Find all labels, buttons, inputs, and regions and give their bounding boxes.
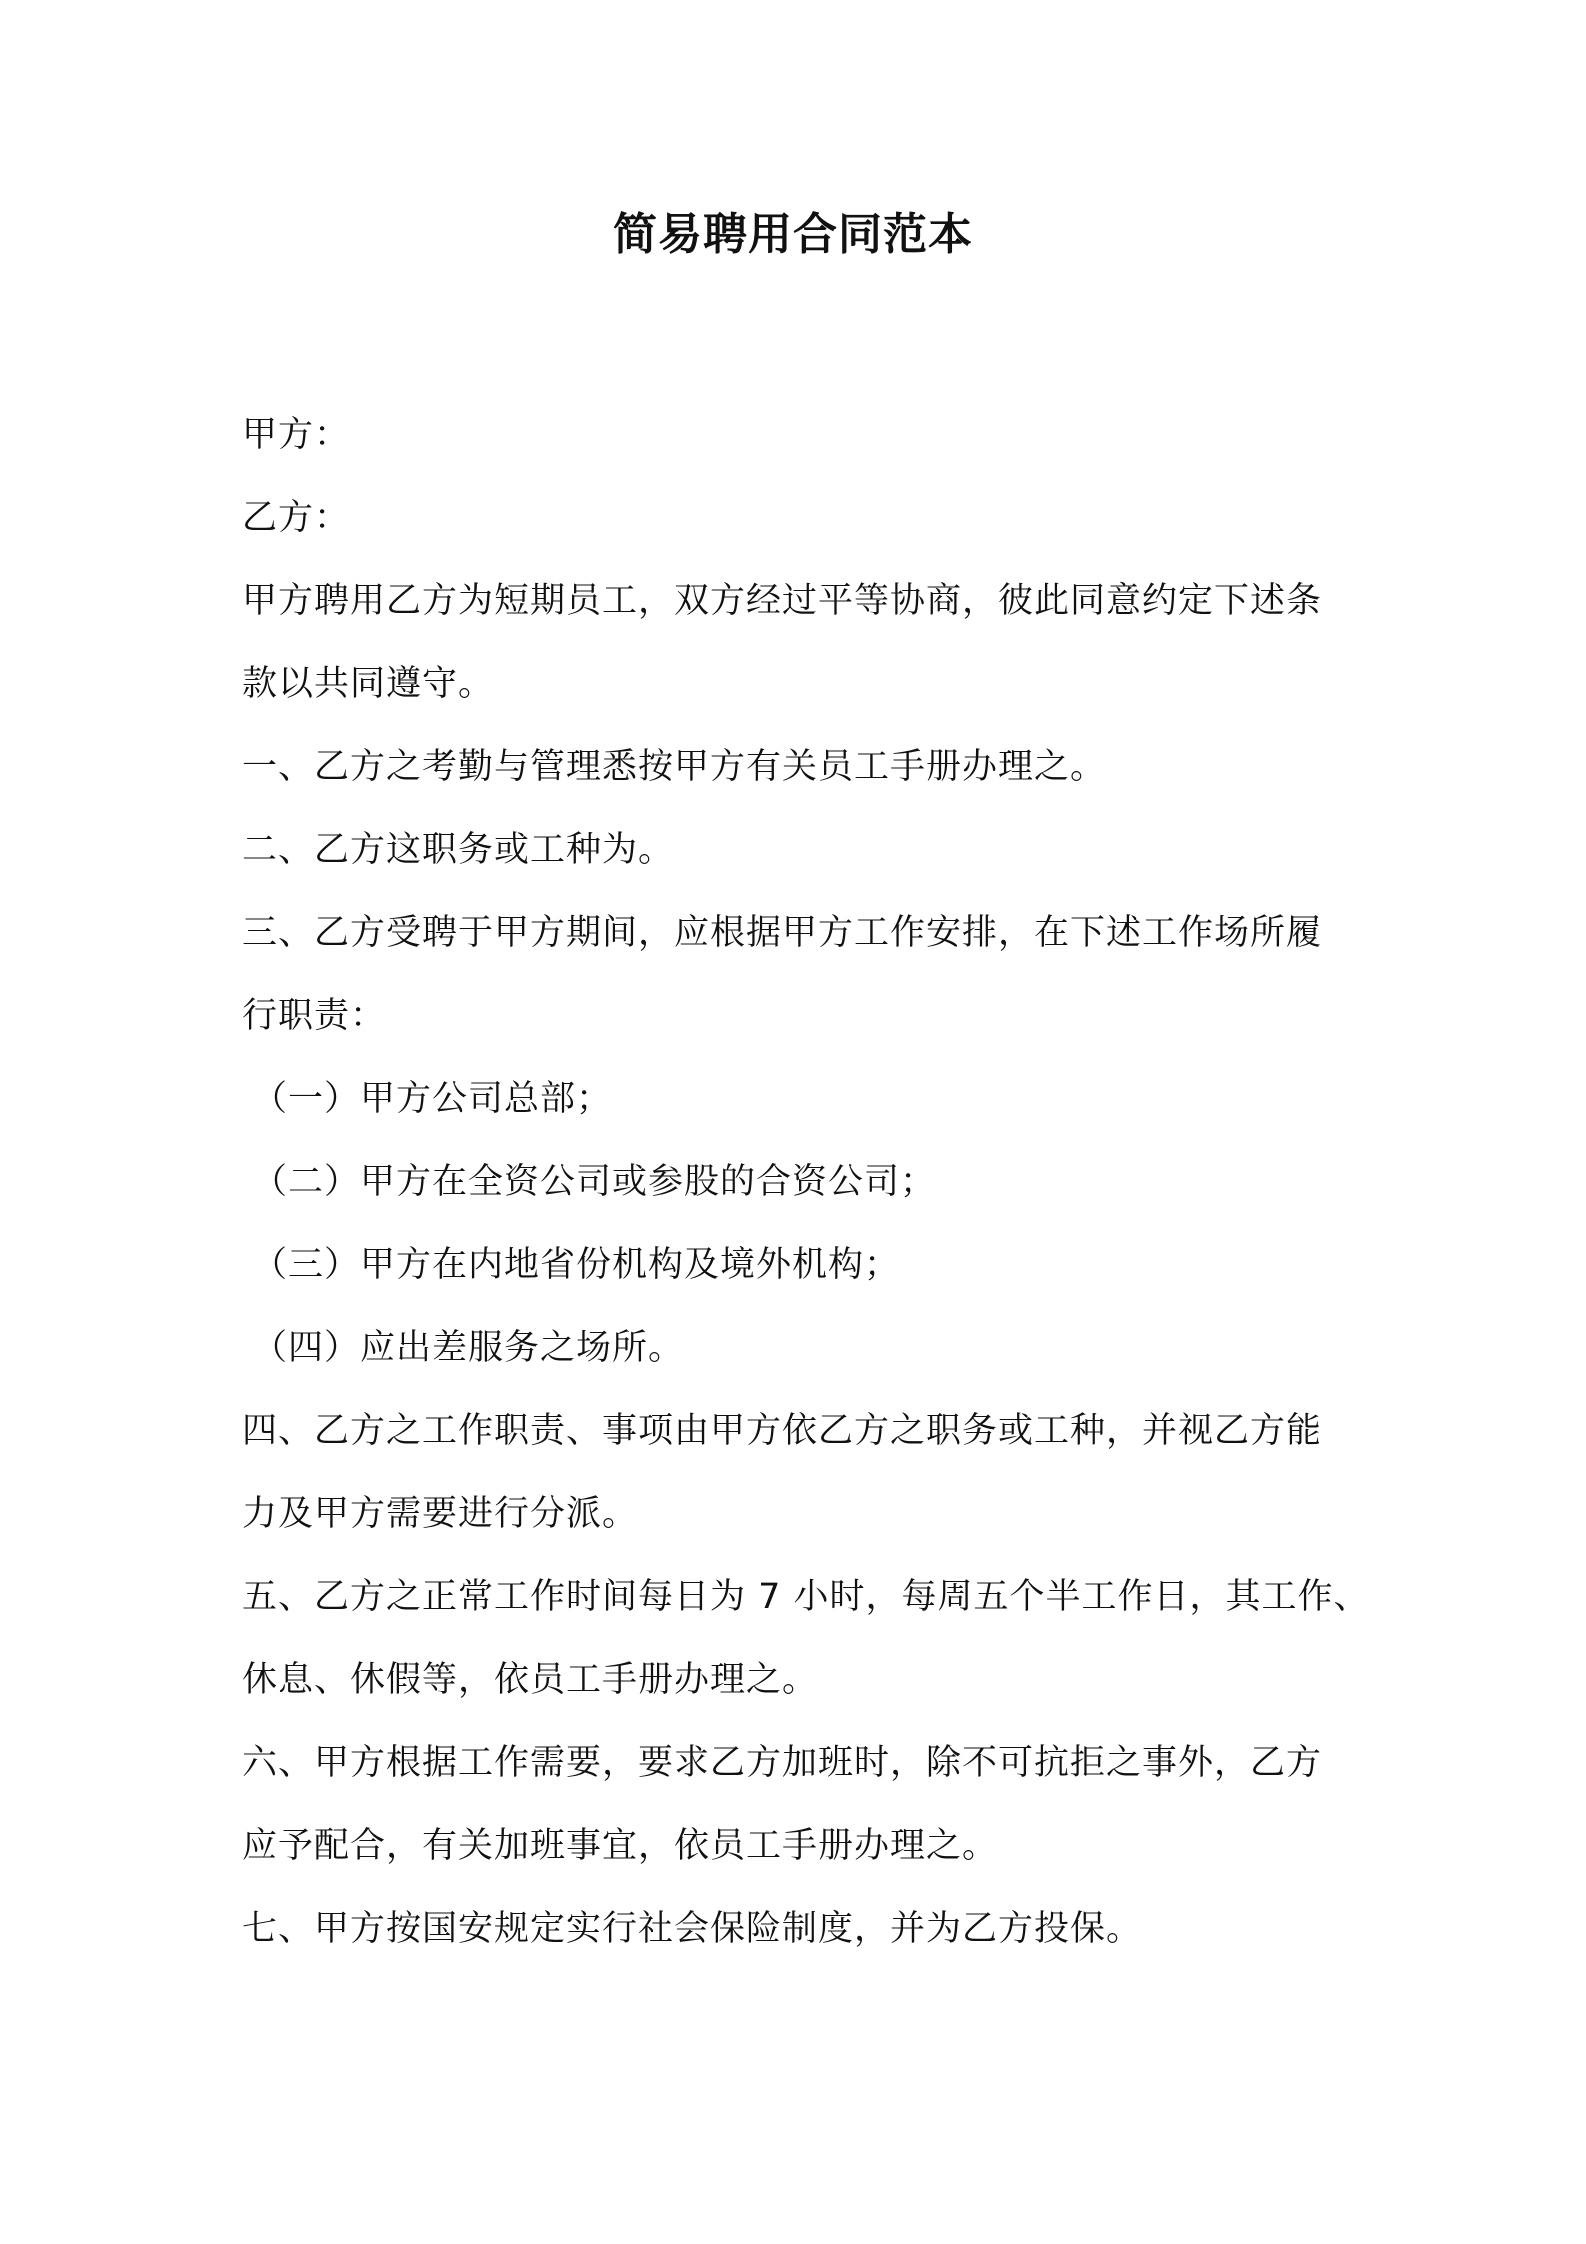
document-title: 简易聘用合同范本 [613, 209, 973, 260]
clause-4-line-1: 四、乙方之工作职责、事项由甲方依乙方之职务或工种，并视乙方能 [242, 1411, 1323, 1451]
intro-line-2: 款以共同遵守。 [242, 664, 495, 704]
intro-line-1: 甲方聘用乙方为短期员工，双方经过平等协商，彼此同意约定下述条 [242, 581, 1323, 621]
clause-3-item-4: （四）应出差服务之场所。 [252, 1328, 685, 1368]
clause-3-item-1: （一）甲方公司总部； [252, 1079, 613, 1119]
clause-2: 二、乙方这职务或工种为。 [242, 830, 675, 870]
party-b-line: 乙方： [242, 498, 351, 538]
clause-4-line-2: 力及甲方需要进行分派。 [242, 1494, 639, 1534]
clause-1: 一、乙方之考勤与管理悉按甲方有关员工手册办理之。 [242, 747, 1107, 787]
clause-3-line-1: 三、乙方受聘于甲方期间，应根据甲方工作安排，在下述工作场所履 [242, 913, 1323, 953]
clause-3-line-2: 行职责： [242, 996, 387, 1036]
clause-6-line-1: 六、甲方根据工作需要，要求乙方加班时，除不可抗拒之事外，乙方 [242, 1743, 1323, 1783]
clause-5-line-2: 休息、休假等，依员工手册办理之。 [242, 1660, 819, 1700]
clause-3-item-3: （三）甲方在内地省份机构及境外机构； [252, 1245, 901, 1285]
party-a-line: 甲方： [242, 415, 351, 455]
clause-7: 七、甲方按国安规定实行社会保险制度，并为乙方投保。 [242, 1909, 1143, 1949]
clause-5-line-1: 五、乙方之正常工作时间每日为 7 小时，每周五个半工作日，其工作、 [242, 1577, 1370, 1617]
clause-3-item-2: （二）甲方在全资公司或参股的合资公司； [252, 1162, 937, 1202]
clause-6-line-2: 应予配合，有关加班事宜，依员工手册办理之。 [242, 1826, 999, 1866]
